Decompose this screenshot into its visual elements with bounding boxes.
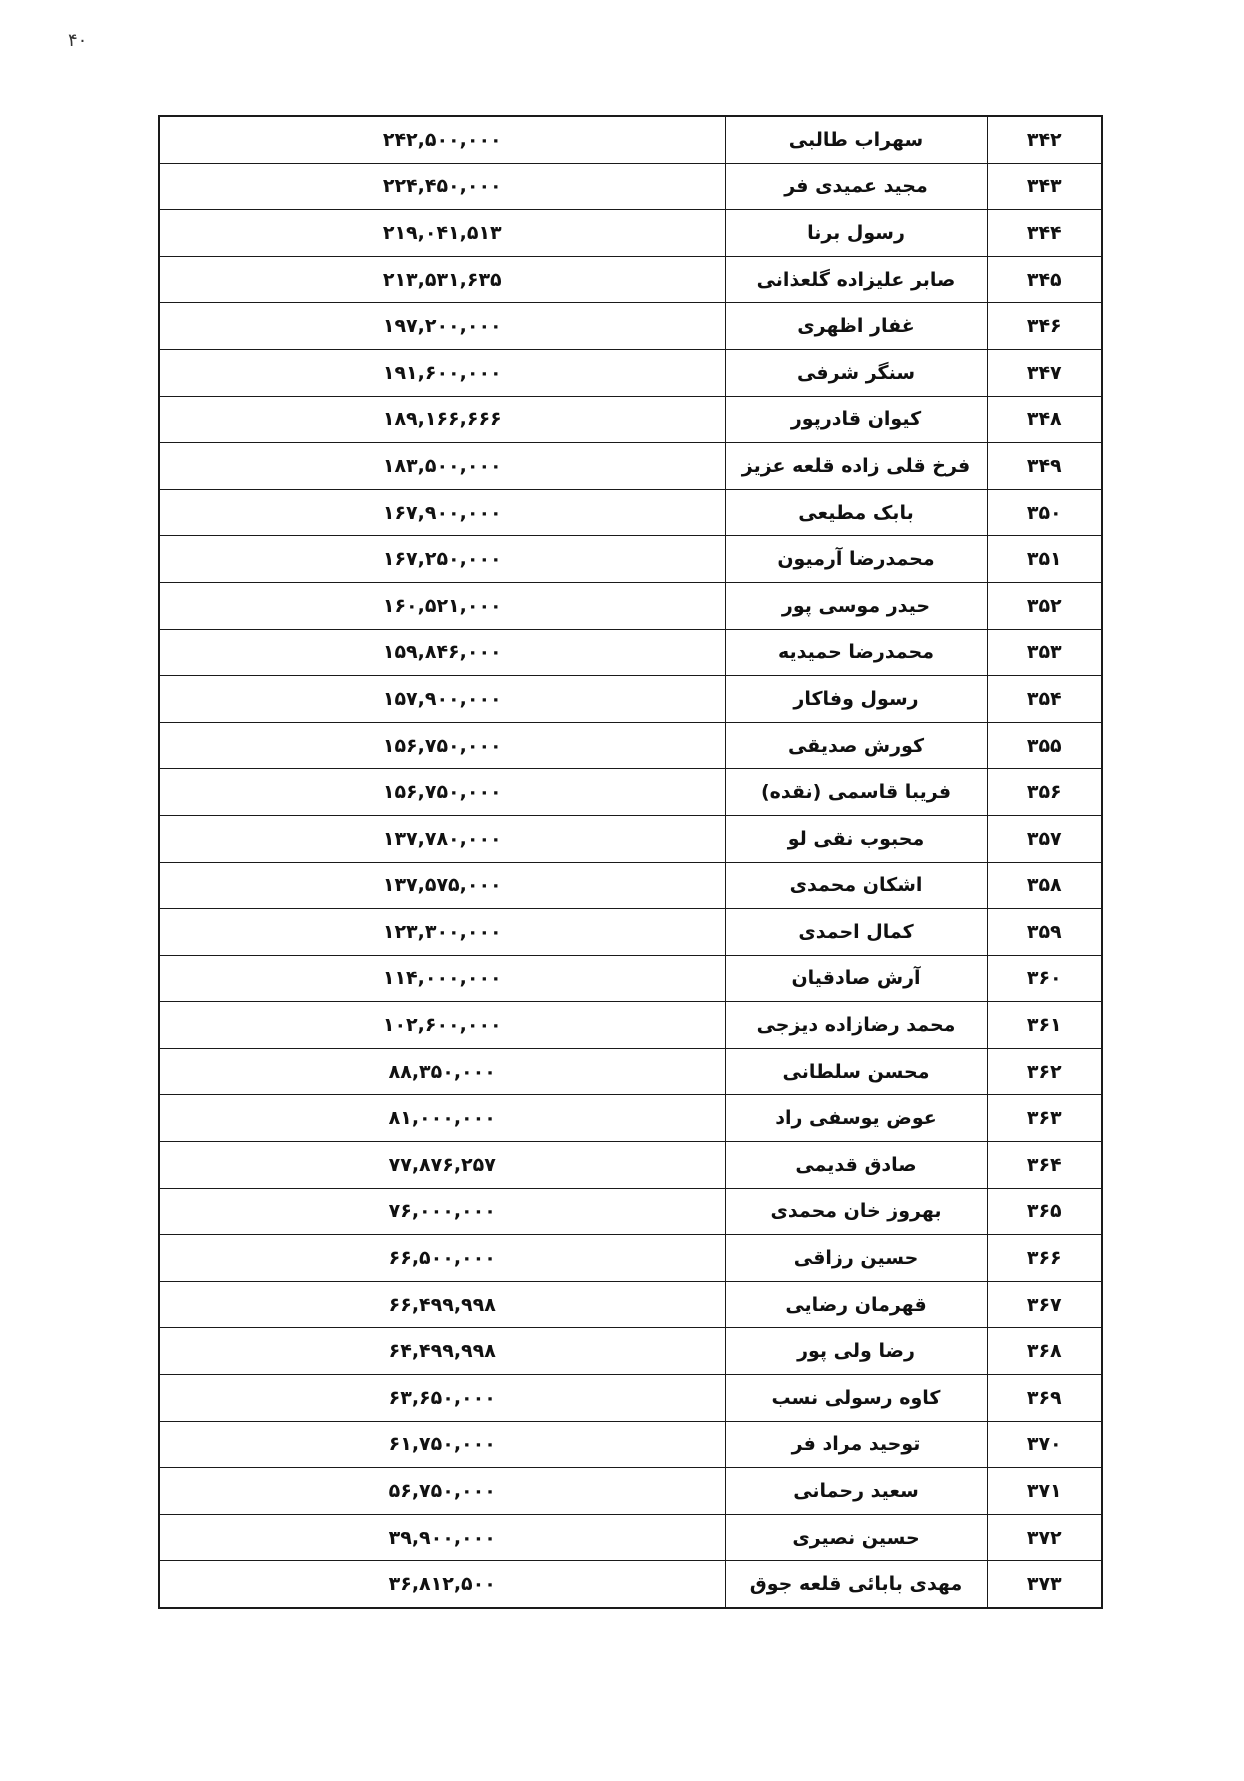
row-name: اشکان محمدی [725,862,987,909]
row-name: محبوب نقی لو [725,815,987,862]
table-row [159,629,1102,676]
row-amount: ۷۶,۰۰۰,۰۰۰ [159,1188,725,1235]
row-index: ۳۴۴ [987,210,1102,257]
row-amount: ۱۹۷,۲۰۰,۰۰۰ [159,303,725,350]
debtors-table-container [158,115,1101,1609]
table-row [159,955,1102,1002]
row-index: ۳۵۹ [987,909,1102,956]
row-name: بهروز خان محمدی [725,1188,987,1235]
debtors-table [158,115,1103,1609]
row-index: ۳۷۳ [987,1561,1102,1608]
row-index: ۳۵۴ [987,676,1102,723]
row-name: کیوان قادرپور [725,396,987,443]
row-index: ۳۵۷ [987,815,1102,862]
row-index: ۳۴۹ [987,443,1102,490]
row-index: ۳۴۷ [987,349,1102,396]
table-row [159,1328,1102,1375]
row-amount: ۶۴,۴۹۹,۹۹۸ [159,1328,725,1375]
table-row [159,349,1102,396]
row-name: فرخ قلی زاده قلعه عزیز [725,443,987,490]
row-name: رضا ولی پور [725,1328,987,1375]
row-amount: ۱۵۹,۸۴۶,۰۰۰ [159,629,725,676]
row-name: کمال احمدی [725,909,987,956]
table-row [159,1281,1102,1328]
table-row [159,396,1102,443]
row-amount: ۱۶۰,۵۲۱,۰۰۰ [159,582,725,629]
row-name: مهدی بابائی قلعه جوق [725,1561,987,1608]
table-row [159,909,1102,956]
row-amount: ۲۱۹,۰۴۱,۵۱۳ [159,210,725,257]
table-row [159,1188,1102,1235]
table-row [159,1514,1102,1561]
row-amount: ۸۱,۰۰۰,۰۰۰ [159,1095,725,1142]
row-amount: ۸۸,۳۵۰,۰۰۰ [159,1048,725,1095]
table-row [159,1468,1102,1515]
table-row [159,256,1102,303]
row-amount: ۱۸۳,۵۰۰,۰۰۰ [159,443,725,490]
row-name: سعید رحمانی [725,1468,987,1515]
table-row [159,116,1102,163]
row-name: سهراب طالبی [725,116,987,163]
table-row [159,722,1102,769]
row-index: ۳۶۴ [987,1142,1102,1189]
row-name: رسول وفاکار [725,676,987,723]
row-name: غفار اظهری [725,303,987,350]
row-amount: ۱۵۶,۷۵۰,۰۰۰ [159,722,725,769]
row-index: ۳۴۶ [987,303,1102,350]
row-name: آرش صادقیان [725,955,987,1002]
table-row [159,862,1102,909]
row-name: عوض یوسفی راد [725,1095,987,1142]
row-name: کاوه رسولی نسب [725,1375,987,1422]
table-row [159,582,1102,629]
row-index: ۳۶۰ [987,955,1102,1002]
row-index: ۳۷۱ [987,1468,1102,1515]
row-amount: ۱۰۲,۶۰۰,۰۰۰ [159,1002,725,1049]
row-name: بابک مطیعی [725,489,987,536]
table-row [159,1048,1102,1095]
row-index: ۳۶۹ [987,1375,1102,1422]
table-row [159,1002,1102,1049]
row-index: ۳۴۵ [987,256,1102,303]
table-row [159,815,1102,862]
row-amount: ۲۴۲,۵۰۰,۰۰۰ [159,116,725,163]
row-amount: ۳۹,۹۰۰,۰۰۰ [159,1514,725,1561]
row-amount: ۷۷,۸۷۶,۲۵۷ [159,1142,725,1189]
row-amount: ۶۱,۷۵۰,۰۰۰ [159,1421,725,1468]
row-amount: ۲۲۴,۴۵۰,۰۰۰ [159,163,725,210]
row-index: ۳۵۰ [987,489,1102,536]
row-name: محسن سلطانی [725,1048,987,1095]
row-index: ۳۴۲ [987,116,1102,163]
row-amount: ۱۹۱,۶۰۰,۰۰۰ [159,349,725,396]
table-row [159,443,1102,490]
page-number: ۴۰ [68,30,88,51]
row-name: توحید مراد فر [725,1421,987,1468]
table-row [159,1421,1102,1468]
row-index: ۳۵۱ [987,536,1102,583]
row-amount: ۱۳۷,۷۸۰,۰۰۰ [159,815,725,862]
row-index: ۳۵۳ [987,629,1102,676]
row-amount: ۵۶,۷۵۰,۰۰۰ [159,1468,725,1515]
table-row [159,1561,1102,1608]
row-index: ۳۷۰ [987,1421,1102,1468]
row-amount: ۶۶,۴۹۹,۹۹۸ [159,1281,725,1328]
row-index: ۳۵۵ [987,722,1102,769]
row-index: ۳۶۵ [987,1188,1102,1235]
row-amount: ۱۸۹,۱۶۶,۶۶۶ [159,396,725,443]
row-name: حیدر موسی پور [725,582,987,629]
row-index: ۳۶۲ [987,1048,1102,1095]
row-index: ۳۷۲ [987,1514,1102,1561]
table-row [159,676,1102,723]
row-name: قهرمان رضایی [725,1281,987,1328]
row-name: سنگر شرفی [725,349,987,396]
row-amount: ۱۵۶,۷۵۰,۰۰۰ [159,769,725,816]
row-index: ۳۴۳ [987,163,1102,210]
row-index: ۳۶۱ [987,1002,1102,1049]
table-row [159,303,1102,350]
row-amount: ۶۶,۵۰۰,۰۰۰ [159,1235,725,1282]
row-index: ۳۶۷ [987,1281,1102,1328]
table-row [159,1142,1102,1189]
row-index: ۳۵۲ [987,582,1102,629]
table-row [159,536,1102,583]
table-row [159,489,1102,536]
row-amount: ۶۳,۶۵۰,۰۰۰ [159,1375,725,1422]
row-name: فریبا قاسمی (نقده) [725,769,987,816]
row-amount: ۳۶,۸۱۲,۵۰۰ [159,1561,725,1608]
row-name: حسین رزاقی [725,1235,987,1282]
row-index: ۳۴۸ [987,396,1102,443]
row-name: کورش صدیقی [725,722,987,769]
row-name: صادق قدیمی [725,1142,987,1189]
table-row [159,210,1102,257]
row-index: ۳۵۶ [987,769,1102,816]
row-name: حسین نصیری [725,1514,987,1561]
row-name: محمدرضا حمیدیه [725,629,987,676]
row-amount: ۱۶۷,۹۰۰,۰۰۰ [159,489,725,536]
row-amount: ۱۳۷,۵۷۵,۰۰۰ [159,862,725,909]
row-name: رسول برنا [725,210,987,257]
row-name: مجید عمیدی فر [725,163,987,210]
row-index: ۳۶۶ [987,1235,1102,1282]
table-row [159,1375,1102,1422]
row-amount: ۱۵۷,۹۰۰,۰۰۰ [159,676,725,723]
row-amount: ۱۱۴,۰۰۰,۰۰۰ [159,955,725,1002]
row-amount: ۲۱۳,۵۳۱,۶۳۵ [159,256,725,303]
row-index: ۳۶۸ [987,1328,1102,1375]
table-body [159,116,1102,1608]
row-index: ۳۶۳ [987,1095,1102,1142]
table-row [159,163,1102,210]
row-amount: ۱۲۳,۳۰۰,۰۰۰ [159,909,725,956]
row-name: محمدرضا آرمیون [725,536,987,583]
row-name: محمد رضازاده دیزجی [725,1002,987,1049]
row-name: صابر علیزاده گلعذانی [725,256,987,303]
table-row [159,1235,1102,1282]
table-row [159,1095,1102,1142]
row-amount: ۱۶۷,۲۵۰,۰۰۰ [159,536,725,583]
table-row [159,769,1102,816]
row-index: ۳۵۸ [987,862,1102,909]
